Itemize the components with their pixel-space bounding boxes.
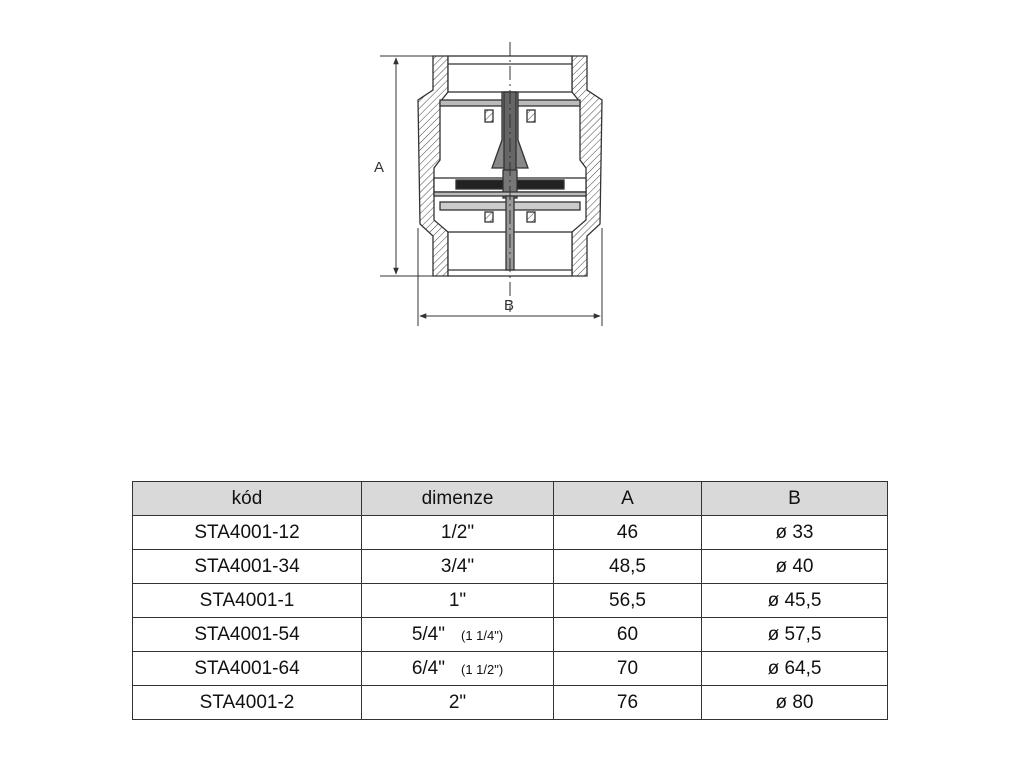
cell-size bbox=[362, 550, 554, 584]
cell-b: ø 40 bbox=[702, 550, 888, 584]
cell-b: ø 64,5 bbox=[702, 652, 888, 686]
table-row bbox=[133, 516, 888, 550]
size-alt-value: (1 1/2") bbox=[460, 661, 504, 677]
cell-code: STA4001-64 bbox=[133, 652, 362, 686]
cell-code: STA4001-34 bbox=[133, 550, 362, 584]
table-row bbox=[133, 652, 888, 686]
cell-b: ø 45,5 bbox=[702, 584, 888, 618]
cell-a: 60 bbox=[554, 618, 702, 652]
cell-b: ø 33 bbox=[702, 516, 888, 550]
table-header-row bbox=[133, 482, 888, 516]
header-code: kód bbox=[133, 482, 362, 516]
size-alt-value: (1 1/4") bbox=[460, 627, 504, 643]
cell-code: STA4001-1 bbox=[133, 584, 362, 618]
dimension-label-b: B bbox=[504, 297, 515, 314]
cell-size bbox=[362, 618, 554, 652]
cell-a: 56,5 bbox=[554, 584, 702, 618]
cell-code: STA4001-12 bbox=[133, 516, 362, 550]
size-value: 1/2" bbox=[440, 521, 475, 543]
header-b: B bbox=[702, 482, 888, 516]
header-size: dimenze bbox=[362, 482, 554, 516]
spec-table bbox=[132, 481, 888, 720]
table-row bbox=[133, 584, 888, 618]
size-value: 3/4" bbox=[440, 555, 475, 577]
cell-size bbox=[362, 516, 554, 550]
cell-a: 70 bbox=[554, 652, 702, 686]
size-value: 5/4" bbox=[411, 623, 445, 645]
cell-size bbox=[362, 686, 554, 720]
cell-a: 76 bbox=[554, 686, 702, 720]
size-value: 1" bbox=[448, 589, 467, 611]
cell-b: ø 57,5 bbox=[702, 618, 888, 652]
cell-b: ø 80 bbox=[702, 686, 888, 720]
table-row bbox=[133, 686, 888, 720]
cell-code: STA4001-54 bbox=[133, 618, 362, 652]
header-a: A bbox=[554, 482, 702, 516]
size-value: 6/4" bbox=[411, 657, 445, 679]
table-row bbox=[133, 618, 888, 652]
cell-a: 46 bbox=[554, 516, 702, 550]
dimension-label-a: A bbox=[374, 159, 385, 176]
cell-size bbox=[362, 652, 554, 686]
table-row bbox=[133, 550, 888, 584]
check-valve-drawing bbox=[360, 40, 620, 340]
cell-code: STA4001-2 bbox=[133, 686, 362, 720]
cell-size bbox=[362, 584, 554, 618]
cell-a: 48,5 bbox=[554, 550, 702, 584]
size-value: 2" bbox=[448, 691, 467, 713]
